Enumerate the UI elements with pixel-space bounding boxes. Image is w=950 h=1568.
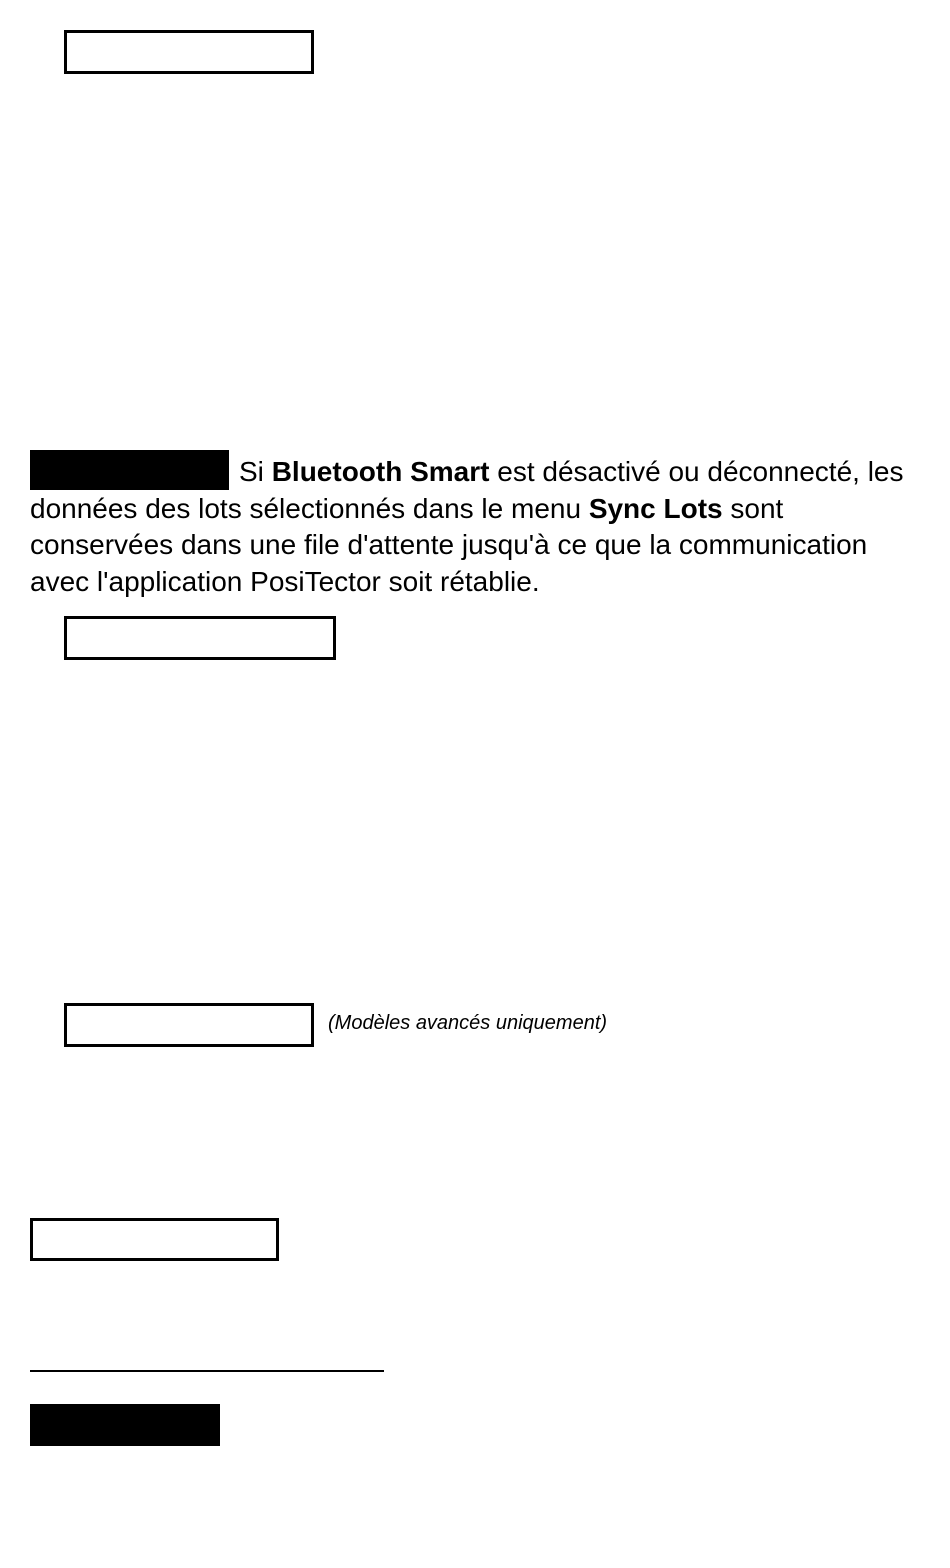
para-bold-sync-lots: Sync Lots — [588, 492, 723, 524]
para-mid: est désactivé ou déconnecté, les données des lots sélectionnés dans le menu — [30, 456, 904, 524]
redacted-label — [30, 450, 229, 490]
para-suffix: sont conservées dans une file d'attente jusqu'à ce que la communication avec l'application PosiTector soit rétablie. — [30, 492, 868, 597]
redacted-heading-box-2 — [64, 616, 336, 660]
horizontal-divider — [30, 1370, 384, 1372]
para-prefix: Si — [239, 456, 272, 487]
redacted-heading-box-1 — [64, 30, 314, 74]
para-bold-bluetooth-smart: Bluetooth Smart — [271, 456, 490, 487]
redacted-block — [30, 1404, 220, 1446]
redacted-heading-box-4 — [30, 1218, 279, 1261]
bluetooth-sync-paragraph — [30, 450, 930, 600]
redacted-heading-box-3 — [64, 1003, 314, 1047]
advanced-models-note: (Modèles avancés uniquement) — [328, 1012, 608, 1034]
